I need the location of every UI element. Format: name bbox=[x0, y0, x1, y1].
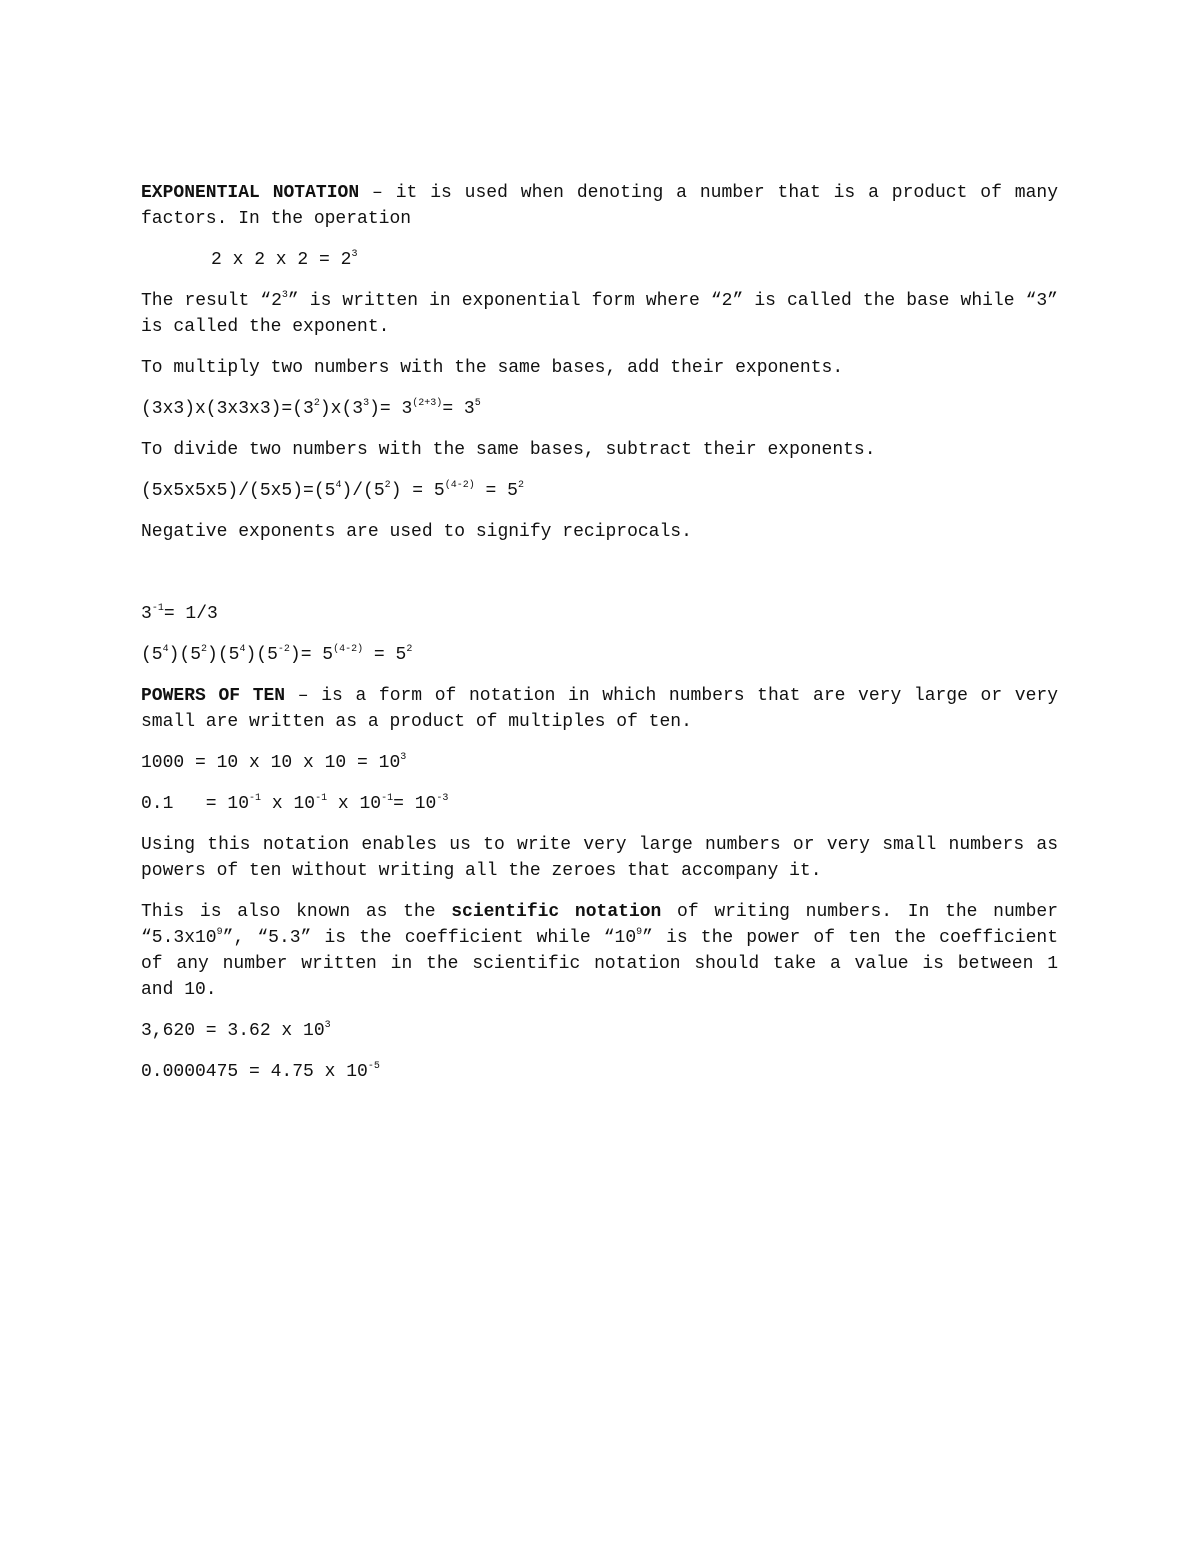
spacer bbox=[141, 560, 1058, 601]
exponential-notation-definition: EXPONENTIAL NOTATION – it is used when denoting a number that is a product of many factors. In the operation bbox=[141, 183, 1058, 229]
scientific-notation-term: scientific notation bbox=[451, 902, 662, 922]
example-equation: 2 x 2 x $2 = 2^3$ bbox=[211, 249, 358, 270]
scientific-example-small: 0.0000475 = 4.75 x $10^{-5}$ bbox=[141, 1061, 380, 1082]
negative-exponent-example: $(5^4)(5^2)(5^4)(5^{-2})= 5^{(4-2)} = 5^2$ bbox=[141, 644, 413, 665]
divide-rule: To divide two numbers with the same bases, subtract their exponents. bbox=[141, 440, 876, 460]
document-page bbox=[141, 180, 1058, 1100]
divide-example: $(5x5x5x5)/(5x5)=(5^4)/(5^2) = 5^{(4-2)} = 5^2$ bbox=[141, 480, 524, 501]
result-explanation: The result “$2^3$” is written in exponential form where “2” is called the base while “3” is called the exponent. bbox=[141, 290, 1058, 337]
reciprocal-example: $3^{-1}= 1/3$ bbox=[141, 603, 218, 624]
multiply-rule: To multiply two numbers with the same bases, add their exponents. bbox=[141, 358, 844, 378]
negative-exponent-rule: Negative exponents are used to signify reciprocals. bbox=[141, 522, 692, 542]
exponential-notation-heading: EXPONENTIAL NOTATION bbox=[141, 183, 360, 203]
powers-of-ten-heading: POWERS OF TEN bbox=[141, 686, 286, 706]
scientific-example-large: 3,620 = 3.62 x $10^3$ bbox=[141, 1020, 331, 1041]
notation-usage: Using this notation enables us to write very large numbers or very small numbers as powers of ten without writing all the zeroes that accompany it. bbox=[141, 835, 1058, 881]
powers-of-ten-definition: POWERS OF TEN – is a form of notation in which numbers that are very large or very small are written as a product of multiples of ten. bbox=[141, 686, 1059, 732]
scientific-notation-paragraph: This is also known as the scientific notation of writing numbers. In the number “$5.3x10^9$”, “5.3” is the coefficient while “$10^9$” is the power of ten the coefficient of any number written in the scientific notation should take a value is between 1 and 10. bbox=[141, 902, 1058, 1000]
powers-example-small: $0.1 = 10^{-1}$ x $10^{-1}$ x $10^{-1}= 10^{-3}$ bbox=[141, 793, 449, 814]
powers-example-large: 1000 = 10 x 10 x $10 = 10^3$ bbox=[141, 752, 407, 773]
multiply-example: $(3x3)x(3x3x3)=(3^2)x(3^3)= 3^{(2+3)}= 3^5$ bbox=[141, 398, 481, 419]
